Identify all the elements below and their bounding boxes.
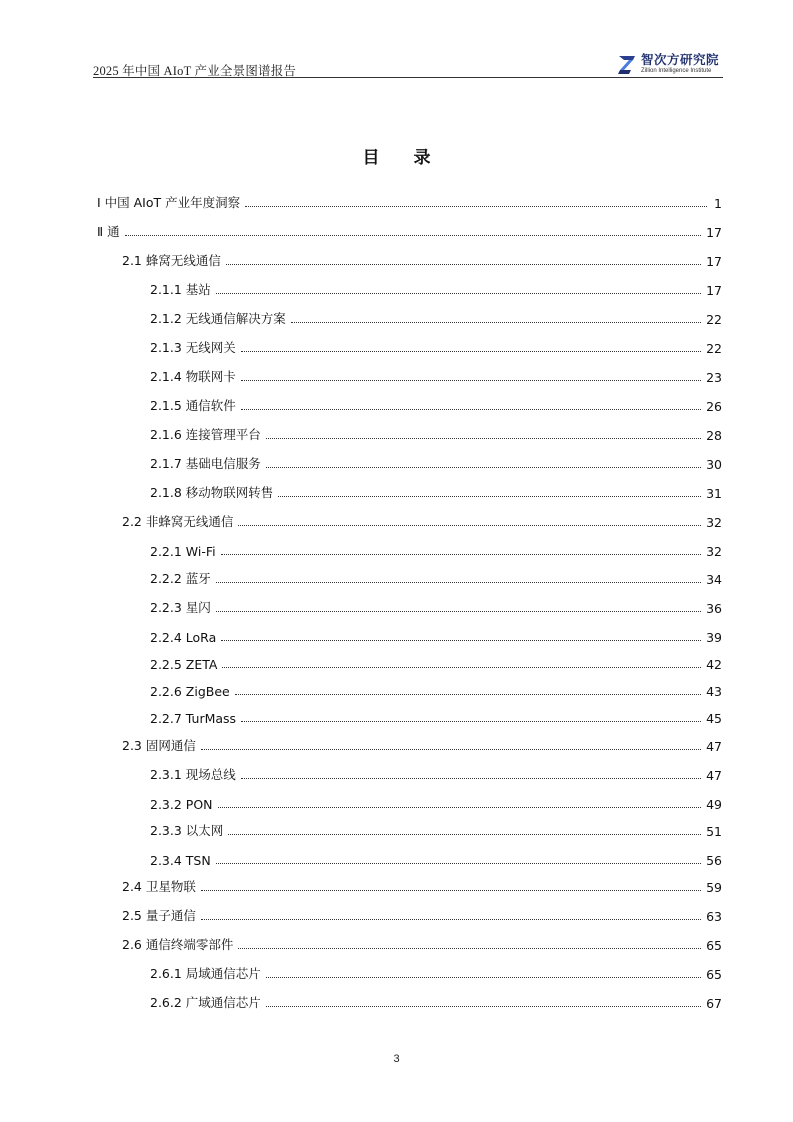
toc-entry[interactable]: [150, 452, 722, 472]
dot-leader: [241, 778, 701, 779]
logo-chinese-name: 智次方研究院: [640, 51, 719, 67]
toc-entry-label: 2.2.3 星闪: [150, 600, 211, 615]
toc-entry[interactable]: [122, 734, 722, 754]
toc-entry-label: 2.2.4 LoRa: [150, 630, 217, 645]
toc-entry-label: 2.6 通信终端零部件: [122, 937, 234, 952]
toc-entry[interactable]: [150, 819, 722, 839]
toc-entry-label: 2.1 蜂窝无线通信: [122, 253, 221, 268]
toc-entry[interactable]: [150, 336, 722, 356]
dot-leader: [241, 380, 701, 381]
toc-entry-label: 2.4 卫星物联: [122, 879, 196, 894]
dot-leader: [238, 525, 701, 526]
toc-entry[interactable]: [150, 962, 722, 982]
z-logo-icon: [617, 53, 637, 75]
dot-leader: [266, 1006, 701, 1007]
toc-entry-page: 65: [706, 938, 722, 953]
toc-entry-page: 67: [706, 996, 722, 1011]
toc-entry[interactable]: [150, 763, 722, 783]
dot-leader: [216, 863, 701, 864]
toc-entry-page: 22: [706, 312, 722, 327]
dot-leader: [216, 582, 701, 583]
toc-entry-page: 17: [706, 283, 722, 298]
toc-entry[interactable]: [122, 875, 722, 895]
toc-entry-page: 17: [706, 225, 722, 240]
dot-leader: [226, 264, 701, 265]
dot-leader: [266, 467, 701, 468]
dot-leader: [291, 322, 701, 323]
header-divider: [93, 77, 723, 78]
toc-entry-label: 2.3 固网通信: [122, 738, 196, 753]
toc-entry[interactable]: [97, 191, 722, 211]
dot-leader: [241, 351, 701, 352]
page-header: [93, 48, 723, 78]
dot-leader: [266, 977, 701, 978]
institute-logo: [617, 52, 719, 76]
toc-entry-label: 2.3.3 以太网: [150, 823, 224, 838]
toc-entry-label: 2.3.1 现场总线: [150, 767, 236, 782]
toc-entry-label: 2.1.6 连接管理平台: [150, 427, 261, 442]
toc-entry-label: 2.2.2 蓝牙: [150, 571, 211, 586]
toc-entry[interactable]: [150, 278, 722, 298]
dot-leader: [125, 235, 701, 236]
toc-entry[interactable]: [150, 596, 722, 616]
toc-entry-page: 26: [706, 399, 722, 414]
dot-leader: [278, 496, 701, 497]
toc-entry[interactable]: [150, 792, 722, 812]
toc-entry-label: Ⅰ 中国 AIoT 产业年度洞察: [97, 195, 241, 210]
toc-entry-label: Ⅱ 通: [97, 224, 120, 239]
toc-entry-label: 2.1.7 基础电信服务: [150, 456, 261, 471]
toc-entry[interactable]: [122, 249, 722, 269]
toc-entry[interactable]: [150, 652, 722, 672]
toc-entry[interactable]: [122, 933, 722, 953]
toc-entry-page: 59: [706, 880, 722, 895]
dot-leader: [216, 611, 701, 612]
toc-entry[interactable]: [150, 481, 722, 501]
toc-entry-page: 63: [706, 909, 722, 924]
toc-entry-page: 17: [706, 254, 722, 269]
toc-entry-page: 22: [706, 341, 722, 356]
toc-entry-page: 42: [706, 657, 722, 672]
toc-heading: 目 录: [362, 148, 445, 168]
toc-entry-page: 23: [706, 370, 722, 385]
dot-leader: [235, 694, 701, 695]
toc-entry-label: 2.1.8 移动物联网转售: [150, 485, 274, 500]
toc-entry-page: 31: [706, 486, 722, 501]
toc-entry-page: 47: [706, 768, 722, 783]
toc-entry-label: 2.1.1 基站: [150, 282, 211, 297]
toc-entry-label: 2.2 非蜂窝无线通信: [122, 514, 234, 529]
toc-entry-page: 51: [706, 824, 722, 839]
toc-entry-page: 39: [706, 630, 722, 645]
toc-entry-page: 49: [706, 797, 722, 812]
dot-leader: [216, 293, 701, 294]
toc-entry[interactable]: [150, 365, 722, 385]
toc-entry-page: 28: [706, 428, 722, 443]
dot-leader: [266, 438, 701, 439]
dot-leader: [221, 554, 701, 555]
toc-entry-label: 2.2.5 ZETA: [150, 657, 218, 672]
toc-entry[interactable]: [150, 394, 722, 414]
toc-entry-page: 1: [714, 196, 722, 211]
dot-leader: [228, 834, 701, 835]
dot-leader: [238, 948, 701, 949]
toc-entry[interactable]: [150, 307, 722, 327]
toc-entry[interactable]: [122, 510, 722, 530]
dot-leader: [222, 667, 701, 668]
toc-entry[interactable]: [150, 706, 722, 726]
toc-entry[interactable]: [122, 904, 722, 924]
dot-leader: [241, 721, 701, 722]
toc-entry-label: 2.1.2 无线通信解决方案: [150, 311, 286, 326]
toc-entry[interactable]: [150, 423, 722, 443]
toc-entry-page: 36: [706, 601, 722, 616]
toc-entry-page: 45: [706, 711, 722, 726]
toc-entry-page: 56: [706, 853, 722, 868]
toc-entry-label: 2.2.7 TurMass: [150, 711, 237, 726]
dot-leader: [201, 749, 701, 750]
toc-entry-label: 2.1.5 通信软件: [150, 398, 236, 413]
toc-entry[interactable]: [150, 991, 722, 1011]
toc-entry[interactable]: [150, 679, 722, 699]
logo-english-name: Zillion Intelligence Institute: [640, 68, 712, 75]
toc-entry-label: 2.3.2 PON: [150, 797, 213, 812]
toc-entry[interactable]: [150, 567, 722, 587]
dot-leader: [201, 919, 701, 920]
toc-entry[interactable]: [150, 539, 722, 559]
toc-entry-page: 32: [706, 515, 722, 530]
toc-entry-label: 2.1.4 物联网卡: [150, 369, 236, 384]
dot-leader: [201, 890, 701, 891]
toc-entry-page: 30: [706, 457, 722, 472]
toc-entry[interactable]: [97, 220, 722, 240]
toc-entry-label: 2.5 量子通信: [122, 908, 196, 923]
toc-entry-label: 2.1.3 无线网关: [150, 340, 236, 355]
toc-entry-label: 2.2.1 Wi-Fi: [150, 544, 216, 559]
toc-entry-label: 2.6.2 广域通信芯片: [150, 995, 261, 1010]
toc-entry-page: 43: [706, 684, 722, 699]
toc-entry-page: 32: [706, 544, 722, 559]
toc-entry[interactable]: [150, 848, 722, 868]
toc-entry[interactable]: [150, 625, 722, 645]
dot-leader: [241, 409, 701, 410]
report-title: 2025 年中国 AIoT 产业全景图谱报告: [93, 64, 297, 78]
toc-entry-page: 34: [706, 572, 722, 587]
toc-entry-label: 2.2.6 ZigBee: [150, 684, 230, 699]
dot-leader: [221, 640, 701, 641]
toc-entry-label: 2.6.1 局域通信芯片: [150, 966, 261, 981]
dot-leader: [218, 807, 702, 808]
toc-entry-label: 2.3.4 TSN: [150, 853, 211, 868]
page-number: 3: [393, 1053, 400, 1065]
toc-entry-page: 65: [706, 967, 722, 982]
toc-entry-page: 47: [706, 739, 722, 754]
dot-leader: [245, 206, 707, 207]
